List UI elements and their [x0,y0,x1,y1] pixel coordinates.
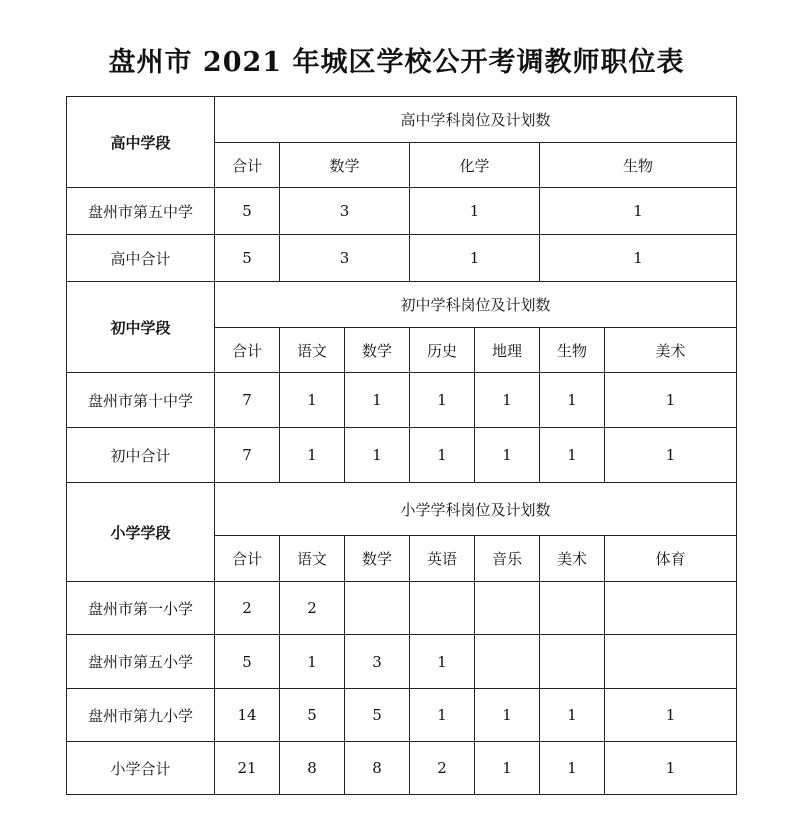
cell-value: 7 [215,373,280,428]
primary-header: 小学学科岗位及计划数 [215,483,737,536]
cell-value [410,582,475,635]
high-header: 高中学科岗位及计划数 [215,97,737,143]
school-name: 盘州市第五小学 [67,635,215,689]
table-row [67,689,737,742]
cell-value [605,582,737,635]
cell-value: 5 [215,188,280,235]
middle-col: 美术 [605,328,737,373]
cell-value: 5 [280,689,345,742]
cell-value: 21 [215,742,280,795]
cell-value: 1 [540,428,605,483]
table-row [67,428,737,483]
middle-col: 生物 [540,328,605,373]
middle-col: 数学 [345,328,410,373]
high-col-chem: 化学 [410,143,540,188]
school-name: 高中合计 [67,235,215,282]
cell-value: 1 [540,689,605,742]
middle-col: 语文 [280,328,345,373]
cell-value [475,582,540,635]
table-row [67,582,737,635]
cell-value: 3 [280,188,410,235]
high-col-math: 数学 [280,143,410,188]
cell-value: 1 [605,428,737,483]
middle-header: 初中学科岗位及计划数 [215,282,737,328]
table-row [67,373,737,428]
cell-value: 1 [475,373,540,428]
primary-stage-label: 小学学段 [67,483,215,582]
cell-value: 1 [280,635,345,689]
cell-value [540,582,605,635]
table-row [67,235,737,282]
school-name: 盘州市第九小学 [67,689,215,742]
school-name: 盘州市第十中学 [67,373,215,428]
cell-value: 1 [280,428,345,483]
primary-col: 体育 [605,536,737,582]
cell-value: 1 [345,373,410,428]
middle-col: 合计 [215,328,280,373]
table-row [67,635,737,689]
cell-value: 1 [475,428,540,483]
school-name: 小学合计 [67,742,215,795]
primary-col: 英语 [410,536,475,582]
table-row [67,742,737,795]
cell-value [540,635,605,689]
primary-col: 语文 [280,536,345,582]
cell-value: 7 [215,428,280,483]
cell-value: 1 [410,188,540,235]
primary-col: 数学 [345,536,410,582]
primary-col: 合计 [215,536,280,582]
cell-value: 8 [280,742,345,795]
cell-value: 5 [345,689,410,742]
cell-value: 1 [410,373,475,428]
high-col-total: 合计 [215,143,280,188]
primary-col: 音乐 [475,536,540,582]
cell-value: 3 [345,635,410,689]
cell-value: 1 [280,373,345,428]
cell-value: 1 [410,689,475,742]
cell-value: 1 [410,635,475,689]
cell-value: 1 [540,742,605,795]
cell-value: 1 [475,689,540,742]
cell-value: 3 [280,235,410,282]
cell-value: 1 [540,235,737,282]
primary-col: 美术 [540,536,605,582]
table-row [67,188,737,235]
middle-stage-label: 初中学段 [67,282,215,373]
high-col-bio: 生物 [540,143,737,188]
cell-value: 1 [605,689,737,742]
cell-value: 14 [215,689,280,742]
cell-value: 1 [410,428,475,483]
high-stage-label: 高中学段 [67,97,215,188]
position-table [66,96,737,795]
document-title: 盘州市 2021 年城区学校公开考调教师职位表 [108,47,685,78]
cell-value: 2 [215,582,280,635]
cell-value: 1 [410,235,540,282]
cell-value: 5 [215,635,280,689]
middle-col: 地理 [475,328,540,373]
cell-value: 1 [540,188,737,235]
cell-value [475,635,540,689]
cell-value: 1 [475,742,540,795]
cell-value: 1 [605,742,737,795]
cell-value: 5 [215,235,280,282]
cell-value: 2 [410,742,475,795]
cell-value: 1 [605,373,737,428]
cell-value: 1 [345,428,410,483]
cell-value: 8 [345,742,410,795]
cell-value: 1 [540,373,605,428]
middle-col: 历史 [410,328,475,373]
school-name: 盘州市第五中学 [67,188,215,235]
cell-value [605,635,737,689]
school-name: 初中合计 [67,428,215,483]
school-name: 盘州市第一小学 [67,582,215,635]
cell-value: 2 [280,582,345,635]
cell-value [345,582,410,635]
